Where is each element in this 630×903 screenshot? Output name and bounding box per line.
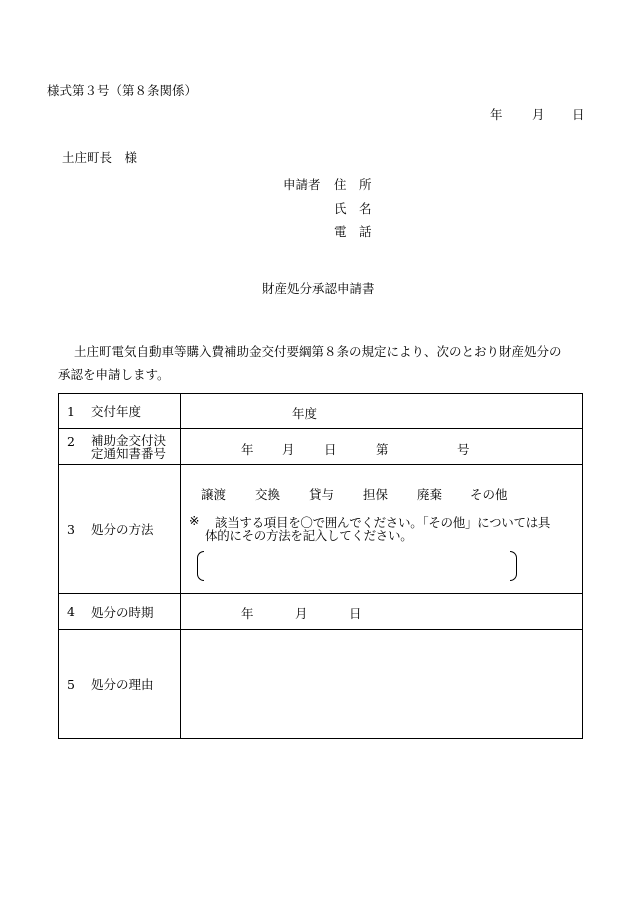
- name-label: 氏 名: [334, 201, 372, 216]
- row-grant-year: [59, 394, 583, 429]
- row1-number: 1: [67, 403, 75, 419]
- row-disposal-date: [59, 594, 583, 630]
- row3-label: 処分の方法: [91, 522, 154, 537]
- form-number: 様式第３号（第８条関係）: [47, 83, 198, 98]
- disposal-year-label: 年: [241, 606, 254, 621]
- date-day-label: 日: [572, 107, 585, 122]
- row1-label: 交付年度: [91, 404, 142, 419]
- option-transfer[interactable]: 譲渡: [201, 487, 227, 502]
- row2-number: 2: [67, 433, 75, 449]
- row2-label-cell: [59, 429, 181, 465]
- body-text-line2: 承認を申請します。: [58, 367, 170, 382]
- row4-label-cell: [59, 594, 181, 630]
- right-bracket: [510, 551, 517, 581]
- other-method-input[interactable]: [197, 551, 517, 579]
- note-line2: 体的にその方法を記入してください。: [205, 528, 413, 543]
- row3-number: 3: [67, 521, 75, 537]
- grant-year-field[interactable]: [181, 394, 583, 429]
- row-decision-notice: [59, 429, 583, 465]
- notice-day-label: 日: [324, 442, 337, 457]
- addressee: 土庄町長 様: [62, 150, 138, 165]
- applicant-label: 申請者: [283, 177, 321, 192]
- row5-label: 処分の理由: [91, 677, 154, 692]
- row4-number: 4: [67, 604, 75, 619]
- notice-month-label: 月: [282, 442, 295, 457]
- disposal-reason-field[interactable]: [181, 630, 583, 739]
- phone-label: 電 話: [334, 224, 372, 239]
- disposal-date-field[interactable]: [181, 594, 583, 630]
- left-bracket: [197, 551, 204, 581]
- date-month-label: 月: [532, 107, 545, 122]
- row2-label-line2: 定通知書番号: [91, 445, 167, 461]
- row-disposal-reason: [59, 630, 583, 739]
- disposal-day-label: 日: [349, 606, 362, 621]
- document-title: 財産処分承認申請書: [262, 281, 375, 296]
- row4-label: 処分の時期: [91, 604, 154, 620]
- option-collateral[interactable]: 担保: [363, 487, 389, 502]
- option-lending[interactable]: 貸与: [309, 487, 335, 502]
- notice-go-label: 号: [457, 442, 470, 457]
- row-disposal-method: [59, 465, 583, 594]
- row5-label-cell: [59, 630, 181, 739]
- option-disposal[interactable]: 廃棄: [417, 487, 443, 502]
- disposal-method-cell: [181, 465, 583, 594]
- grant-year-suffix: 年度: [292, 406, 318, 421]
- application-table: [58, 393, 583, 739]
- date-year-label: 年: [490, 107, 503, 122]
- address-label: 住 所: [334, 177, 372, 192]
- option-exchange[interactable]: 交換: [255, 487, 281, 502]
- disposal-month-label: 月: [295, 606, 308, 621]
- note-line1: 該当する項目を〇で囲んでください。「その他」については具: [215, 515, 551, 530]
- row1-label-cell: [59, 394, 181, 429]
- row2-label-line1: 補助金交付決: [91, 432, 167, 448]
- option-other[interactable]: その他: [470, 487, 508, 502]
- row3-label-cell: [59, 465, 181, 594]
- decision-notice-field[interactable]: [181, 429, 583, 465]
- body-text-line1: 土庄町電気自動車等購入費補助金交付要綱第８条の規定により、次のとおり財産処分の: [74, 344, 562, 359]
- note-mark: ※: [189, 513, 200, 528]
- notice-year-label: 年: [241, 442, 254, 457]
- notice-dai-label: 第: [376, 442, 389, 457]
- row5-number: 5: [67, 676, 75, 692]
